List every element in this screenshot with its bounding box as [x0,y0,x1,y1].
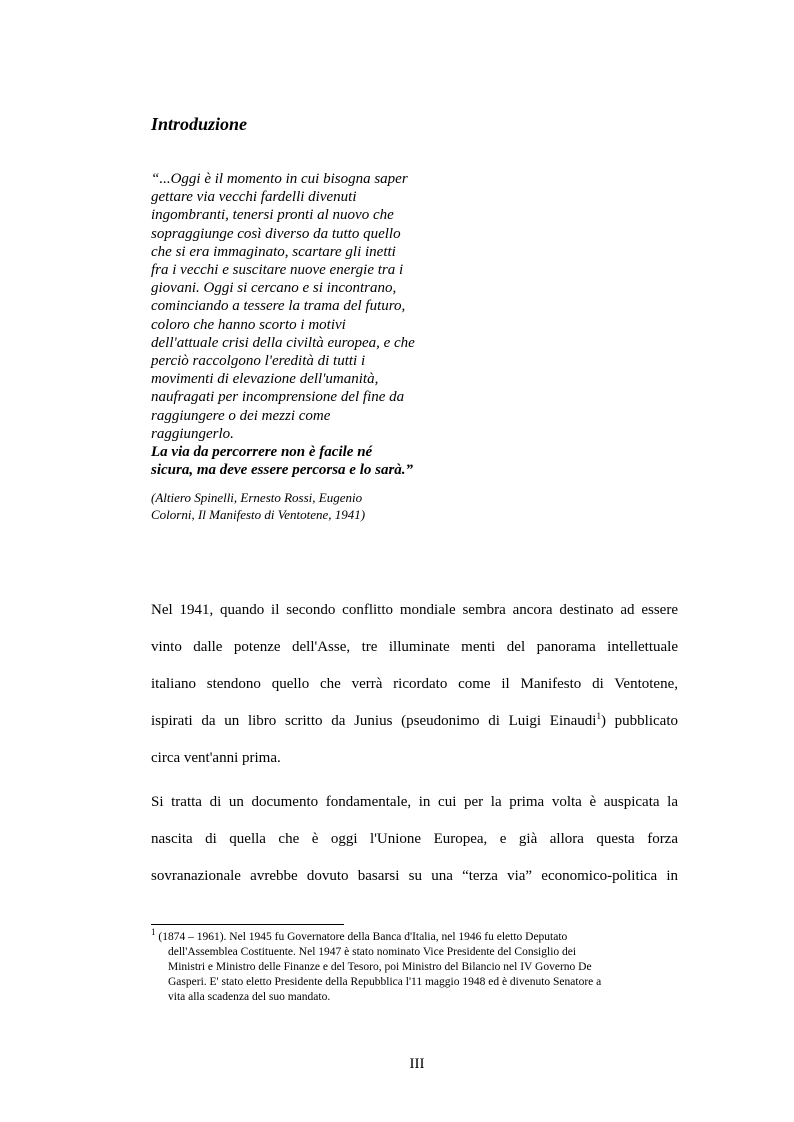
quote-line: perciò raccolgono l'eredità di tutti i [151,353,366,370]
quote-line: fra i vecchi e suscitare nuove energie tra i [151,262,404,279]
paragraph-line: nascita di quella che è oggi l'Unione Europea, e già allora questa forza [151,831,678,847]
footnote-line [151,927,678,945]
body-paragraph-1 [151,599,678,784]
quote-citation [151,489,451,523]
footnote-marker: 1 [151,927,156,938]
paragraph-line: sovranazionale avrebbe dovuto basarsi su una “terza via” economico-politica in [151,868,678,884]
footnote-line: dell'Assemblea Costituente. Nel 1947 è stato nominato Vice Presidente del Consiglio dei [168,946,577,958]
body-paragraph-2 [151,791,678,902]
quote-line: giovani. Oggi si cercano e si incontrano, [151,280,397,297]
quote-line: che si era immaginato, scartare gli inetti [151,243,396,260]
quote-line: sopraggiunge così diverso da tutto quello [151,225,401,242]
paragraph-line: Nel 1941, quando il secondo conflitto mondiale sembra ancora destinato ad essere [151,602,678,618]
quote-line: dell'attuale crisi della civiltà europea, e che [151,334,415,351]
quote-line: coloro che hanno scorto i motivi [151,316,346,333]
quote-line: cominciando a tessere la trama del futuro, [151,298,406,315]
paragraph-line [151,710,678,747]
quote-line: gettare via vecchi fardelli divenuti [151,189,357,206]
epigraph-quote [151,170,451,479]
quote-bold-line: La via da percorrere non è facile né [151,444,373,461]
footnote-text: (1874 – 1961). Nel 1945 fu Governatore della Banca d'Italia, nel 1946 fu eletto Deputato [155,931,568,943]
quote-line: “...Oggi è il momento in cui bisogna saper [151,171,408,187]
paragraph-line: italiano stendono quello che verrà ricordato come il Manifesto di Ventotene, [151,676,678,692]
footnote [151,927,678,1005]
paragraph-line: Si tratta di un documento fondamentale, in cui per la prima volta è auspicata la [151,794,678,810]
quote-line: naufragati per incomprensione del fine da [151,389,405,406]
page-number: III [409,1056,425,1072]
citation-line: (Altiero Spinelli, Ernesto Rossi, Eugenio [151,490,363,505]
quote-line: ingombranti, tenersi pronti al nuovo che [151,207,394,224]
page-heading: Introduzione [151,114,248,134]
paragraph-line: vinto dalle potenze dell'Asse, tre illuminate menti del panorama intellettuale [151,639,678,655]
paragraph-text: ) pubblicato [600,713,678,729]
quote-bold-line: sicura, ma deve essere percorsa e lo sarà.” [151,462,414,479]
paragraph-text: ispirati da un libro scritto da Junius (pseudonimo di Luigi Einaudi [151,713,597,729]
footnote-line: vita alla scadenza del suo mandato. [168,991,331,1003]
footnote-line: Gasperi. E' stato eletto Presidente della Repubblica l'11 maggio 1948 ed è divenuto Senatore a [168,976,602,988]
quote-line: raggiungerlo. [151,425,234,442]
footnote-separator [151,924,344,925]
footnote-reference[interactable]: 1 [596,711,601,721]
quote-line: raggiungere o dei mezzi come [151,407,331,424]
paragraph-line: circa vent'anni prima. [151,750,281,766]
citation-line: Colorni, Il Manifesto di Ventotene, 1941) [151,507,366,522]
quote-line: movimenti di elevazione dell'umanità, [151,371,379,388]
footnote-line: Ministri e Ministro delle Finanze e del Tesoro, poi Ministro del Bilancio nel IV Governo De [168,961,592,973]
